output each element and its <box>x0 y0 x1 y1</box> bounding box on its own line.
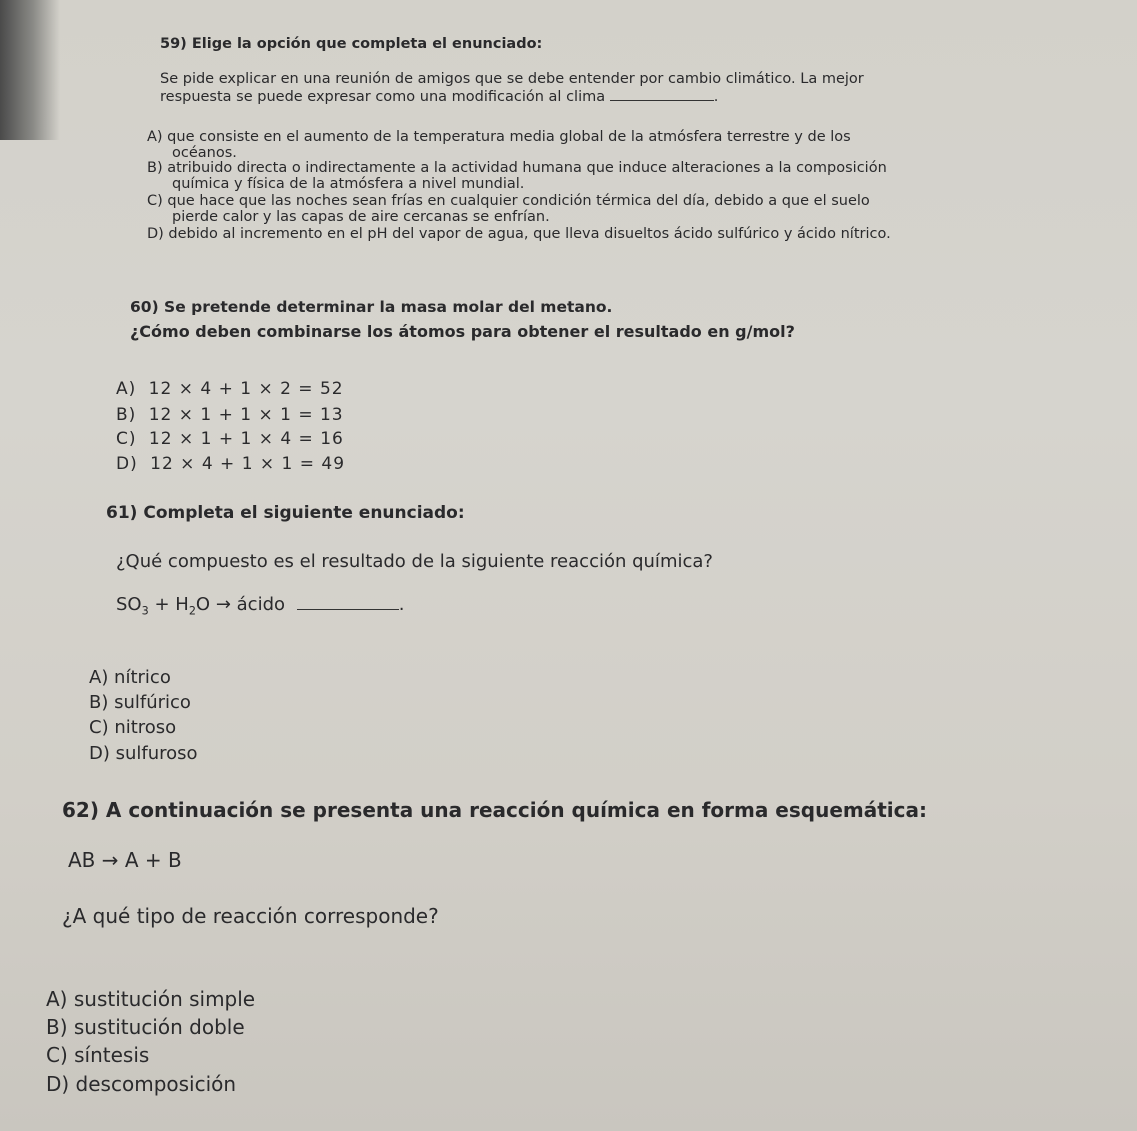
q61-reaction-h-sub: 2 <box>188 604 196 618</box>
q60-title: 60) Se pretende determinar la masa molar del metano. <box>130 298 613 316</box>
q59-option-b: B) atribuido directa o indirectamente a la actividad humana que induce alteraciones a la composición <box>147 160 887 176</box>
q59-stem-period: . <box>713 89 719 105</box>
q60-option-a-formula: 12 × 4 + 1 × 2 = 52 <box>148 379 344 399</box>
q61-option-b: B) sulfúrico <box>89 692 191 713</box>
q60-option-c-letter: C) <box>116 429 137 449</box>
q60-option-c-formula: 12 × 1 + 1 × 4 = 16 <box>148 429 344 449</box>
q59-option-a: A) que consiste en el aumento de la temperatura media global de la atmósfera terrestre y de los <box>147 129 851 145</box>
q62-option-d: D) descomposición <box>46 1072 237 1096</box>
q62-reaction: AB → A + B <box>68 848 182 872</box>
q61-title: 61) Completa el siguiente enunciado: <box>106 503 465 523</box>
q59-stem-line2 <box>160 89 718 105</box>
q61-reaction-period: . <box>398 594 405 615</box>
q60-option-c <box>116 429 344 449</box>
q61-answer-blank <box>297 609 399 610</box>
q60-option-a <box>116 379 344 399</box>
q60-option-d-formula: 12 × 4 + 1 × 1 = 49 <box>150 454 346 474</box>
q62-option-a: A) sustitución simple <box>46 987 256 1011</box>
q60-option-a-letter: A) <box>116 379 137 399</box>
q61-reaction-arrow: → <box>215 594 231 615</box>
q61-reaction-plus: + <box>154 594 170 615</box>
q59-stem-line2-text: respuesta se puede expresar como una modificación al clima <box>160 89 606 105</box>
q61-option-a: A) nítrico <box>89 667 171 688</box>
q60-option-b-letter: B) <box>116 405 137 425</box>
q62-title: 62) A continuación se presenta una reacción química en forma esquemática: <box>62 798 927 822</box>
q61-reaction-so: SO <box>116 594 142 615</box>
q60-option-d-letter: D) <box>116 454 138 474</box>
q62-question: ¿A qué tipo de reacción corresponde? <box>62 904 439 928</box>
q61-reaction-h: H <box>175 594 189 615</box>
q59-title: 59) Elige la opción que completa el enunciado: <box>160 36 543 52</box>
q62-option-b: B) sustitución doble <box>46 1015 245 1039</box>
photo-edge-shadow <box>0 0 60 140</box>
q59-option-b-cont: química y física de la atmósfera a nivel mundial. <box>172 176 525 192</box>
q61-reaction-product: ácido <box>236 594 286 615</box>
q59-stem-line1: Se pide explicar en una reunión de amigos que se debe entender por cambio climático. La mejor <box>160 71 864 87</box>
q60-option-d <box>116 454 345 474</box>
q60-option-b <box>116 405 344 425</box>
q59-option-c-cont: pierde calor y las capas de aire cercanas se enfrían. <box>172 209 550 225</box>
q59-option-c: C) que hace que las noches sean frías en cualquier condición térmica del día, debido a que el suelo <box>147 193 870 209</box>
q61-option-c: C) nitroso <box>89 717 177 738</box>
q61-reaction-so-sub: 3 <box>141 604 149 618</box>
q61-reaction-o: O <box>195 594 211 615</box>
q61-question: ¿Qué compuesto es el resultado de la siguiente reacción química? <box>116 551 713 572</box>
q60-question: ¿Cómo deben combinarse los átomos para obtener el resultado en g/mol? <box>130 322 795 341</box>
q62-option-c: C) síntesis <box>46 1043 150 1067</box>
q59-option-d: D) debido al incremento en el pH del vapor de agua, que lleva disueltos ácido sulfúrico y ácido nítrico. <box>147 226 891 242</box>
q59-answer-blank <box>610 100 714 101</box>
q60-option-b-formula: 12 × 1 + 1 × 1 = 13 <box>148 405 344 425</box>
q61-option-d: D) sulfuroso <box>89 743 198 764</box>
q59-option-a-cont: océanos. <box>172 145 237 161</box>
q61-reaction <box>116 594 405 618</box>
